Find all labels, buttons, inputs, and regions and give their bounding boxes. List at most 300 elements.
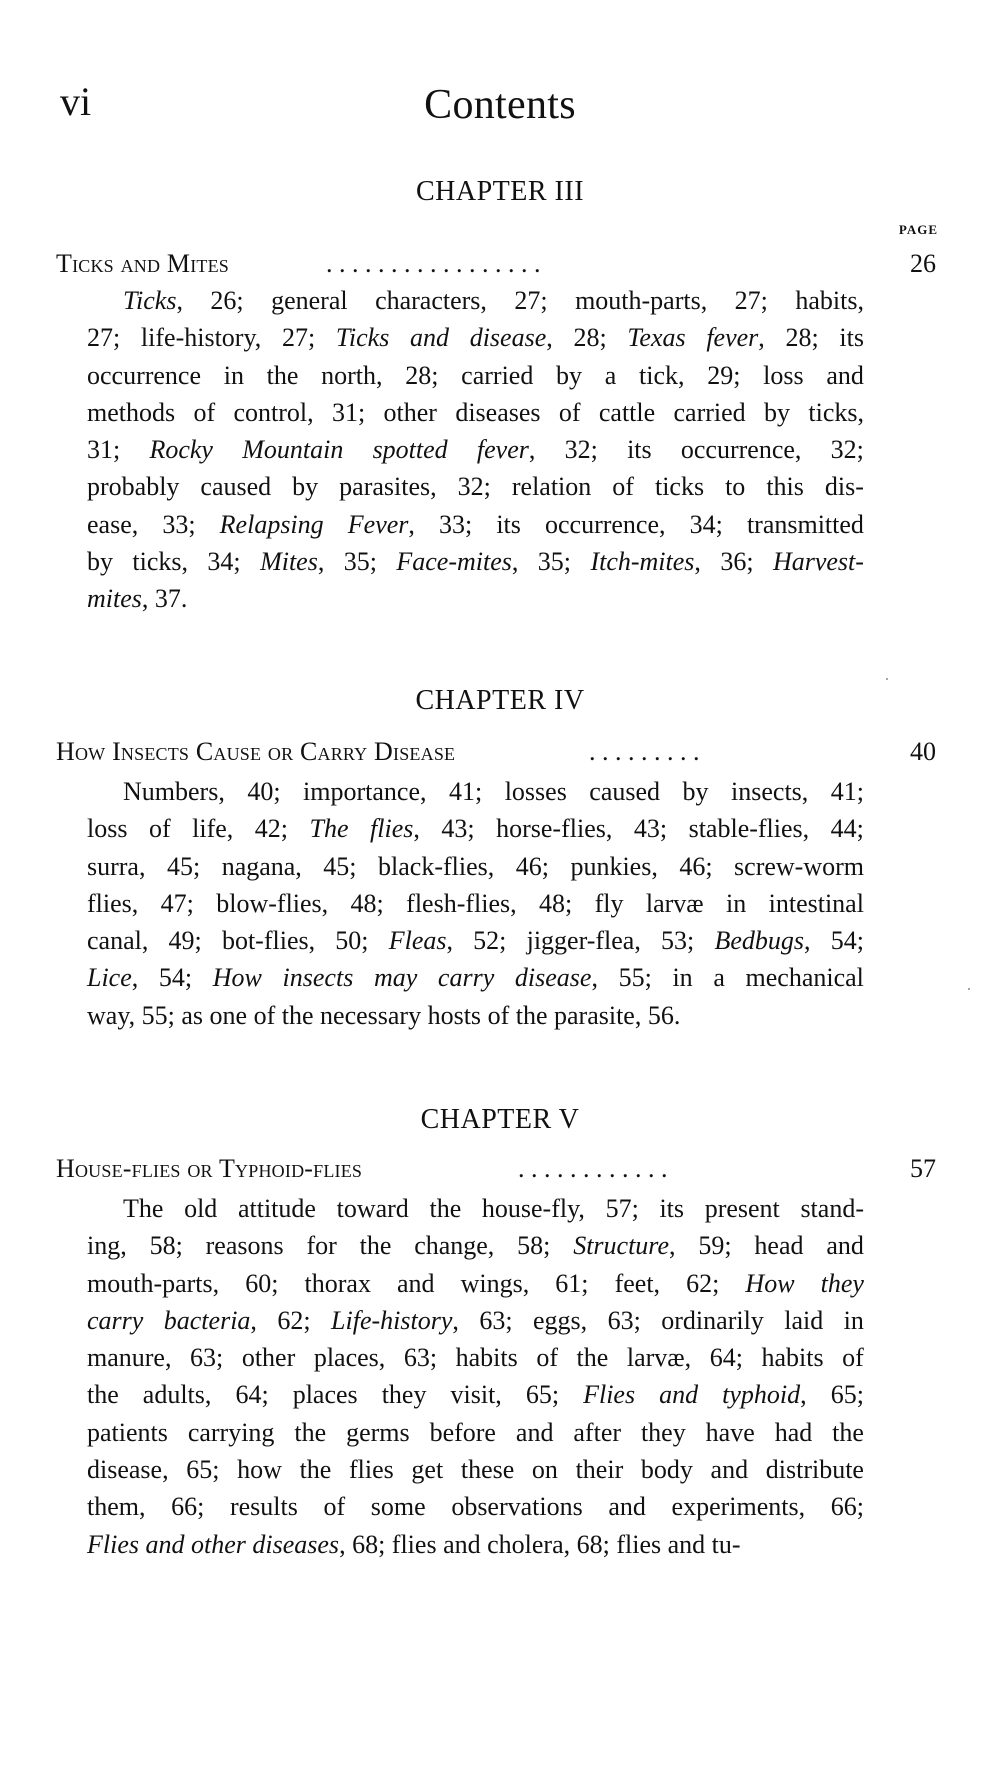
word: flies: [349, 1455, 394, 1485]
word: punkies,: [570, 851, 658, 881]
word: larvæ: [645, 888, 704, 918]
word: ing,: [87, 1231, 127, 1261]
word: manure,: [87, 1343, 172, 1373]
description-line: [87, 1414, 864, 1451]
word: 58;: [149, 1231, 183, 1261]
word: one: [209, 1000, 248, 1030]
word: its: [659, 1194, 685, 1223]
word: as: [181, 1000, 204, 1030]
word: of: [612, 472, 634, 502]
word: in: [223, 360, 244, 390]
word: 43;: [633, 814, 668, 844]
word: 28;: [573, 323, 607, 353]
word: patients: [87, 1417, 168, 1447]
word: Fleas,: [388, 926, 453, 956]
word: 53;: [661, 926, 695, 956]
word: 56.: [647, 1000, 681, 1030]
word: feet,: [614, 1268, 661, 1298]
word: bacteria,: [163, 1305, 257, 1335]
word: 58;: [517, 1231, 551, 1261]
word: control,: [233, 397, 314, 427]
word: by: [556, 360, 583, 390]
word: 45;: [323, 851, 357, 881]
description-line: [87, 506, 864, 543]
word: 32;: [457, 472, 491, 502]
word: and: [443, 1529, 481, 1559]
description-line: [87, 1302, 864, 1339]
word: caused: [200, 472, 272, 502]
description-line: [87, 922, 864, 959]
chapter-heading: CHAPTER IV: [415, 685, 585, 716]
word: how: [237, 1455, 282, 1485]
word: diseases: [455, 397, 541, 427]
word: 57;: [605, 1194, 639, 1223]
word: flies: [616, 1529, 662, 1559]
description-line: [87, 357, 864, 394]
word: 28;: [785, 323, 819, 353]
word: Texas: [627, 323, 686, 353]
word: of: [558, 397, 581, 427]
scan-speck: [886, 678, 888, 680]
word: distribute: [765, 1455, 864, 1485]
word: by: [764, 397, 791, 427]
word: of: [536, 1343, 558, 1373]
word: stand-: [800, 1194, 864, 1223]
word: Life-history,: [331, 1305, 459, 1335]
word: occurrence,: [544, 509, 666, 539]
word: surra,: [87, 851, 146, 881]
word: ordinarily: [661, 1305, 764, 1335]
word: results: [229, 1492, 298, 1522]
word: 43;: [441, 814, 475, 844]
word: 36;: [720, 547, 754, 577]
word: 28;: [405, 360, 439, 390]
word: 35;: [343, 547, 377, 577]
word: black-flies,: [378, 851, 495, 881]
word: ease,: [87, 509, 139, 539]
word: Flies: [583, 1380, 636, 1410]
word: its: [627, 435, 652, 465]
word: 62;: [686, 1268, 720, 1298]
word: they: [381, 1380, 427, 1410]
word: 37.: [154, 584, 188, 614]
chapter-entry-line: [56, 1152, 936, 1186]
word: characters,: [375, 286, 487, 315]
word: cholera,: [487, 1529, 571, 1559]
word: their: [575, 1455, 624, 1485]
word: other: [241, 1343, 296, 1373]
word: flies: [391, 1529, 437, 1559]
word: 40;: [247, 777, 281, 806]
word: 26;: [210, 286, 244, 315]
word: 45;: [166, 851, 201, 881]
description-line: [87, 1339, 864, 1376]
dot-leader: . . . . . . . . . . . .: [518, 1154, 668, 1183]
word: Structure,: [573, 1231, 676, 1261]
word: carry: [87, 1305, 144, 1335]
word: bot-flies,: [221, 926, 316, 956]
word: 41;: [830, 777, 864, 806]
word: by: [87, 547, 113, 577]
chapter-description: [87, 1190, 864, 1563]
word: Harvest-: [772, 547, 864, 577]
word: loss: [87, 814, 128, 844]
word: mouth-parts,: [575, 286, 708, 315]
word: 55;: [618, 963, 652, 993]
word: Face-mites,: [396, 547, 519, 577]
word: Lice,: [87, 963, 139, 993]
word: and: [397, 1268, 435, 1298]
word: transmitted: [746, 509, 864, 539]
word: the: [87, 1380, 119, 1410]
word: 52;: [473, 926, 507, 956]
word: 46;: [515, 851, 549, 881]
word: the: [515, 1000, 548, 1030]
word: Itch-mites,: [590, 547, 701, 577]
word: after: [573, 1417, 622, 1447]
word: head: [754, 1231, 804, 1261]
word: typhoid,: [722, 1380, 807, 1410]
word: caused: [589, 777, 661, 806]
word: 54;: [830, 926, 864, 956]
word: visit,: [450, 1380, 502, 1410]
word: habits,: [795, 286, 864, 315]
word: Fever,: [347, 509, 415, 539]
word: a: [713, 963, 725, 993]
word: carried: [673, 397, 746, 427]
word: 65;: [525, 1380, 560, 1410]
word: wings,: [460, 1268, 530, 1298]
word: by: [682, 777, 709, 806]
word: larvæ,: [626, 1343, 692, 1373]
word: 59;: [698, 1231, 732, 1261]
word: 47;: [160, 888, 194, 918]
word: 64;: [709, 1343, 743, 1373]
word: in: [726, 888, 747, 918]
word: and: [515, 1417, 554, 1447]
word: canal,: [87, 926, 149, 956]
word: 32;: [564, 435, 598, 465]
word: 66;: [171, 1492, 205, 1522]
word: intestinal: [768, 888, 864, 918]
word: losses: [504, 777, 567, 806]
description-line: [87, 319, 864, 356]
word: the: [429, 1194, 462, 1223]
word: 55;: [141, 1000, 175, 1030]
word: flies,: [87, 888, 139, 918]
word: and: [145, 1529, 185, 1559]
word: 27;: [514, 286, 548, 315]
word: blow-flies,: [216, 888, 329, 918]
word: relation: [511, 472, 592, 502]
word: hosts: [427, 1000, 482, 1030]
word: parasite,: [554, 1000, 642, 1030]
word: Relapsing: [219, 509, 324, 539]
word: How: [212, 963, 262, 993]
word: The: [309, 814, 349, 844]
chapter-description: [87, 773, 864, 1034]
word: 48;: [350, 888, 384, 918]
word: places,: [313, 1343, 386, 1373]
chapter-heading: CHAPTER III: [415, 176, 585, 207]
word: 68;: [352, 1529, 386, 1559]
word: they: [820, 1268, 864, 1298]
word: carry: [437, 963, 495, 993]
word: 41;: [448, 777, 483, 806]
word: 63;: [607, 1305, 641, 1335]
word: before: [429, 1417, 496, 1447]
word: tick,: [639, 360, 685, 390]
word: house-fly,: [481, 1194, 585, 1223]
word: Ticks: [335, 323, 390, 353]
word: eggs,: [532, 1305, 588, 1335]
word: necessary: [320, 1000, 422, 1030]
word: and: [659, 1380, 699, 1410]
description-line: [87, 543, 864, 580]
description-line: [87, 431, 864, 468]
word: 63;: [190, 1343, 224, 1373]
word: a: [604, 360, 617, 390]
word: the: [576, 1343, 609, 1373]
word: in: [843, 1305, 864, 1335]
scan-speck: [968, 988, 970, 990]
description-line: [87, 773, 864, 810]
word: 31;: [331, 397, 366, 427]
word: Bedbugs,: [714, 926, 811, 956]
chapter-page-number: 40: [910, 737, 936, 766]
word: old: [184, 1194, 218, 1223]
word: 29;: [707, 360, 741, 390]
word: occurrence,: [680, 435, 802, 465]
word: insects,: [731, 777, 809, 806]
word: and: [710, 1455, 749, 1485]
word: 49;: [168, 926, 202, 956]
word: of: [487, 1000, 510, 1030]
word: experiments,: [671, 1492, 806, 1522]
word: change,: [414, 1231, 495, 1261]
description-line: [87, 1265, 864, 1302]
word: and: [608, 1492, 646, 1522]
word: the: [299, 1455, 332, 1485]
word: general: [271, 286, 348, 315]
word: places: [292, 1380, 358, 1410]
word: fever,: [706, 323, 765, 353]
chapter-heading: CHAPTER V: [420, 1104, 580, 1135]
description-line: [87, 1376, 864, 1413]
chapter-title: How Insects Cause or Carry Disease: [56, 737, 456, 766]
word: 63;: [403, 1343, 438, 1373]
word: occurrence: [87, 360, 202, 390]
description-line: [87, 1526, 864, 1563]
word: some: [370, 1492, 426, 1522]
word: its: [839, 323, 864, 353]
word: disease,: [469, 323, 553, 353]
word: The: [123, 1194, 164, 1223]
word: insects: [282, 963, 354, 993]
word: disease,: [87, 1455, 169, 1485]
description-line: [87, 959, 864, 996]
word: 27;: [281, 323, 316, 353]
word: this: [766, 472, 804, 502]
dot-leader: . . . . . . . . .: [589, 737, 700, 766]
chapter-description: [87, 282, 864, 618]
word: Numbers,: [123, 777, 225, 806]
description-line: [87, 580, 864, 617]
word: and: [667, 1529, 706, 1559]
word: 60;: [245, 1268, 279, 1298]
word: spotted: [372, 435, 448, 465]
description-line: [87, 1451, 864, 1488]
word: 62;: [277, 1305, 311, 1335]
word: laid: [784, 1305, 824, 1335]
description-line: [87, 282, 864, 319]
word: to: [725, 472, 746, 502]
word: these: [460, 1455, 515, 1485]
word: 27;: [87, 323, 121, 353]
chapter-entry-line: [56, 247, 936, 281]
word: jigger-flea,: [526, 926, 641, 956]
word: habits: [455, 1343, 518, 1373]
word: its: [496, 509, 521, 539]
word: carrying: [187, 1417, 275, 1447]
word: 64;: [235, 1380, 269, 1410]
word: 61;: [555, 1268, 589, 1298]
word: thorax: [304, 1268, 371, 1298]
chapter-page-number: 57: [910, 1154, 936, 1183]
word: 50;: [335, 926, 369, 956]
page-column-label: PAGE: [898, 222, 938, 237]
word: by: [292, 472, 319, 502]
word: of: [253, 1000, 276, 1030]
word: other: [191, 1529, 246, 1559]
word: 68;: [576, 1529, 610, 1559]
word: attitude: [237, 1194, 316, 1223]
word: and: [826, 360, 864, 390]
word: have: [705, 1417, 755, 1447]
word: Rocky: [149, 435, 213, 465]
word: importance,: [303, 777, 427, 806]
word: 65;: [186, 1455, 220, 1485]
word: horse-flies,: [496, 814, 613, 844]
word: methods: [87, 397, 176, 427]
word: tu-: [711, 1529, 741, 1559]
word: on: [531, 1455, 558, 1485]
word: them,: [87, 1492, 146, 1522]
word: may: [373, 963, 418, 993]
word: toward: [336, 1194, 409, 1223]
word: and: [410, 323, 450, 353]
word: carried: [461, 360, 534, 390]
word: mechanical: [745, 963, 864, 993]
word: 27;: [734, 286, 768, 315]
word: flies,: [370, 814, 420, 844]
word: and: [826, 1231, 864, 1261]
word: 35;: [537, 547, 572, 577]
word: How: [745, 1268, 795, 1298]
word: the: [832, 1417, 864, 1447]
word: other: [383, 397, 437, 427]
page-title: Contents: [424, 82, 576, 128]
word: 32;: [830, 435, 864, 465]
word: 34;: [207, 547, 241, 577]
word: north,: [321, 360, 383, 390]
word: the: [266, 360, 299, 390]
word: they: [640, 1417, 686, 1447]
word: disease,: [514, 963, 598, 993]
word: stable-flies,: [688, 814, 810, 844]
word: habits: [761, 1343, 824, 1373]
dot-leader: . . . . . . . . . . . . . . . . .: [326, 249, 541, 278]
word: in: [672, 963, 693, 993]
word: life,: [192, 814, 234, 844]
word: probably: [87, 472, 180, 502]
word: loss: [763, 360, 804, 390]
word: mouth-parts,: [87, 1268, 220, 1298]
word: the: [294, 1417, 327, 1447]
description-line: [87, 394, 864, 431]
word: diseases,: [252, 1529, 346, 1559]
word: body: [640, 1455, 693, 1485]
word: 46;: [679, 851, 713, 881]
word: for: [306, 1231, 337, 1261]
word: reasons: [205, 1231, 284, 1261]
word: fly: [594, 888, 624, 918]
word: had: [774, 1417, 813, 1447]
word: Ticks,: [123, 286, 183, 315]
description-line: [87, 885, 864, 922]
word: ticks,: [808, 397, 864, 427]
chapter-title: Ticks and Mites: [56, 249, 230, 278]
word: life-history,: [140, 323, 262, 353]
description-line: [87, 810, 864, 847]
word: Flies: [87, 1529, 139, 1559]
word: 66;: [830, 1492, 864, 1522]
word: cattle: [598, 397, 656, 427]
word: 44;: [830, 814, 864, 844]
word: ticks,: [132, 547, 189, 577]
description-line: [87, 1488, 864, 1525]
word: dis-: [824, 472, 864, 502]
word: ticks: [654, 472, 705, 502]
word: 33;: [438, 509, 473, 539]
word: nagana,: [221, 851, 302, 881]
chapter-title: House-flies or Typhoid-flies: [56, 1154, 363, 1183]
word: 42;: [254, 814, 289, 844]
word: of: [148, 814, 171, 844]
word: Mountain: [242, 435, 344, 465]
description-line: [87, 997, 864, 1034]
word: mites,: [87, 584, 149, 614]
chapter-entry-line: [56, 735, 936, 769]
word: 34;: [689, 509, 723, 539]
word: way,: [87, 1000, 136, 1030]
word: flesh-flies,: [406, 888, 517, 918]
word: germs: [346, 1417, 410, 1447]
word: Mites,: [260, 547, 325, 577]
description-line: [87, 1227, 864, 1264]
word: get: [411, 1455, 444, 1485]
word: adults,: [142, 1380, 212, 1410]
description-line: [87, 848, 864, 885]
word: the: [281, 1000, 314, 1030]
description-line: [87, 468, 864, 505]
page-number-folio: vi: [60, 79, 92, 124]
word: 31;: [87, 435, 121, 465]
word: 33;: [162, 509, 196, 539]
description-line: [87, 1190, 864, 1227]
chapter-page-number: 26: [910, 249, 936, 278]
word: the: [359, 1231, 392, 1261]
